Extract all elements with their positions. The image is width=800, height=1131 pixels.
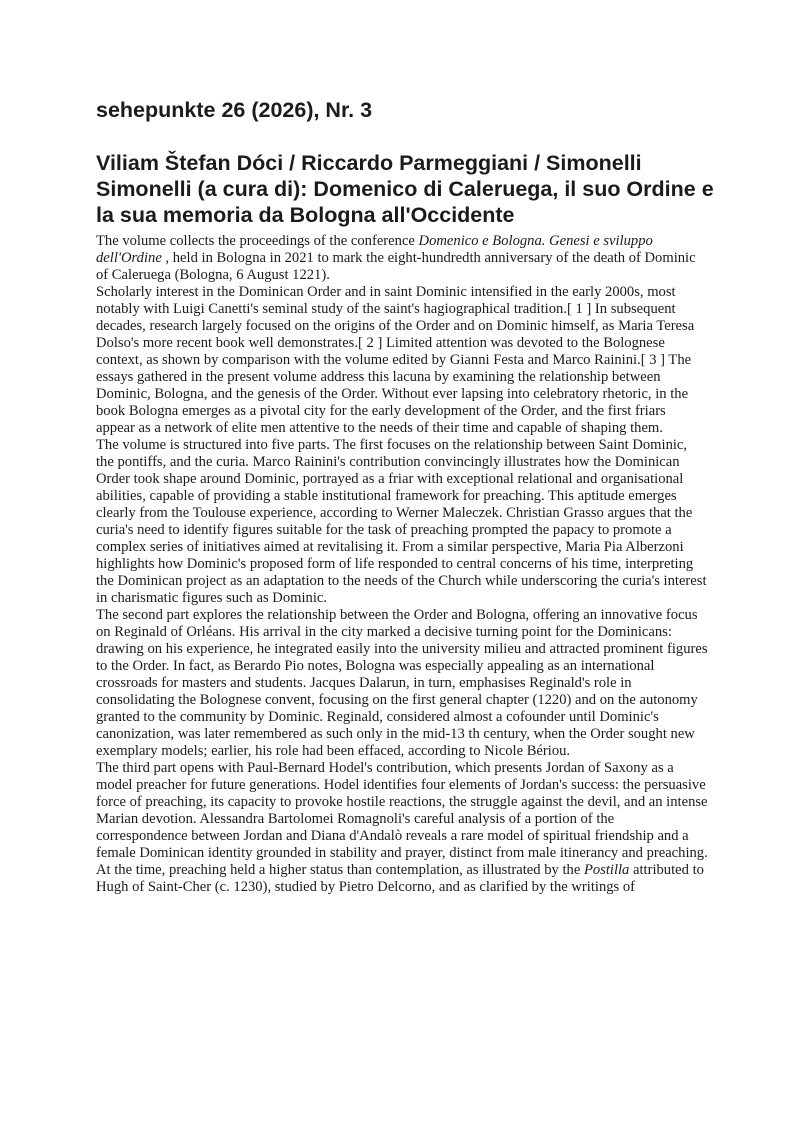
paragraph-4: The second part explores the relationship between the Order and Bologna, offering an innovative focus on Reginald of Orléans. His arrival in the city marked a decisive turning point for the Dominicans: drawing on his experience, he integrated easily into the university milieu and attracted prominent figures to the Order. In fact, as Berardo Pio notes, Bologna was especially appealing as an international crossroads for masters and students. Jacques Dalarun, in turn, emphasises Reginald's role in consolidating the Bolognese convent, focusing on the first general chapter (1220) and on the autonomy granted to the community by Dominic. Reginald, considered almost a cofounder until Dominic's canonization, was later remembered as such only in the mid-13 th century, when the Order sought new exemplary models; earlier, his role had been effaced, according to Nicole Bériou. xyxy=(96,607,708,759)
conference-title: Domenico e Bologna. Genesi e sviluppo dell'Ordine xyxy=(96,233,653,266)
postilla-title: Postilla xyxy=(583,862,630,878)
paragraph-1-text-b: , held in Bologna in 2021 to mark the eight-hundredth anniversary of the death of Dominic of Caleruega (Bologna, 6 August 1221). xyxy=(96,250,696,283)
paragraph-1-text-a: The volume collects the proceedings of the conference xyxy=(96,233,419,249)
journal-issue: sehepunkte 26 (2026), Nr. 3 xyxy=(96,98,373,122)
paragraph-1 xyxy=(96,233,708,284)
paragraph-5 xyxy=(96,760,708,896)
paragraph-5-text-a: The third part opens with Paul-Bernard Hodel's contribution, which presents Jordan of Saxony as a model preacher for future generations. Hodel identifies four elements of Jordan's success: the persuasive force of preaching, its capacity to provoke hostile reactions, the struggle against the devil, and an intense Marian devotion. Alessandra Bartolomei Romagnoli's careful analysis of a portion of the correspondence between Jordan and Diana d'Andalò reveals a rare model of spiritual friendship and a female Dominican identity grounded in stability and prayer, distinct from male itinerancy and preaching. At the time, preaching held a higher status than contemplation, as illustrated by the xyxy=(96,760,708,878)
paragraph-3: The volume is structured into five parts. The first focuses on the relationship between Saint Dominic, the pontiffs, and the curia. Marco Rainini's contribution convincingly illustrates how the Dominican Order took shape around Dominic, portrayed as a friar with exceptional relational and organisational abilities, capable of providing a stable institutional framework for preaching. This aptitude emerges clearly from the Toulouse experience, according to Werner Maleczek. Christian Grasso argues that the curia's need to identify figures suitable for the task of preaching prompted the papacy to promote a complex series of initiatives aimed at revitalising it. From a similar perspective, Maria Pia Alberzoni highlights how Dominic's proposed form of life responded to central concerns of his time, interpreting the Dominican project as an adaptation to the needs of the Church while underscoring the curia's interest in charismatic figures such as Dominic. xyxy=(96,437,707,606)
review-body xyxy=(96,233,708,896)
paragraph-2: Scholarly interest in the Dominican Order and in saint Dominic intensified in the early 2000s, most notably with Luigi Canetti's seminal study of the saint's hagiographical tradition.[ 1 ] In subsequent decades, research largely focused on the origins of the Order and on Dominic himself, as Maria Teresa Dolso's more recent book well demonstrates.[ 2 ] Limited attention was devoted to the Bolognese context, as shown by comparison with the volume edited by Gianni Festa and Marco Rainini.[ 3 ] The essays gathered in the present volume address this lacuna by examining the relationship between Dominic, Bologna, and the genesis of the Order. Without ever lapsing into celebratory rhetoric, in the book Bologna emerges as a pivotal city for the early development of the Order, and the first friars appear as a network of elite men attentive to the needs of their time and capable of shaping them. xyxy=(96,284,695,436)
page-title: Viliam Štefan Dóci / Riccardo Parmeggiani / Simonelli Simonelli (a cura di): Domenico di Caleruega, il suo Ordine e la sua memoria da Bologna all'Occidente xyxy=(96,151,714,227)
paragraph-5-text-b: attributed to Hugh of Saint-Cher (c. 1230), studied by Pietro Delcorno, and as clarified by the writings of xyxy=(96,862,704,895)
